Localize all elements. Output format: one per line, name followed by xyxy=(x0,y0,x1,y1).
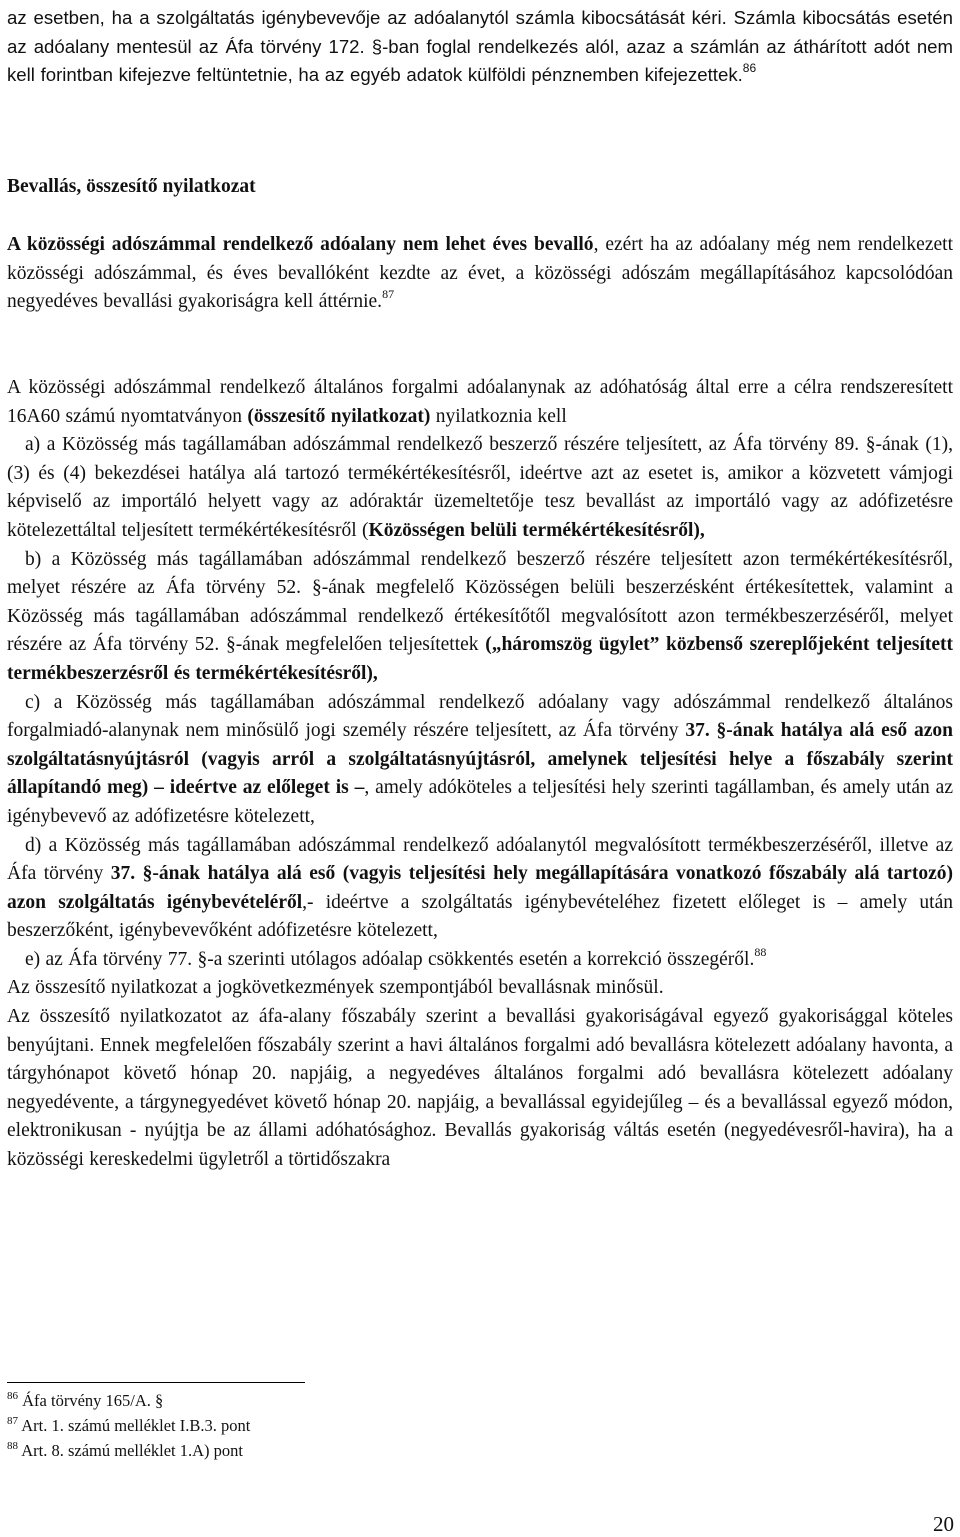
footnote-87: $^{87}$ Art. 1. számú melléklet I.B.3. pont xyxy=(7,1415,251,1435)
text-run: nyilatkoznia kell xyxy=(430,405,567,427)
bold-text: A közösségi adószámmal rendelkező adóalany nem lehet éves bevalló xyxy=(7,234,594,255)
bold-text: 37. §-ának hatálya alá eső azon szolgáltatásnyújtásról (vagyis arról a szolgáltatásnyújtásról, amelynek teljesítési helye a főszabály szerint állapítandó meg) – ideértve az előleget is – xyxy=(7,720,954,799)
text-run: a) a Közösség más tagállamában adószámmal rendelkező beszerző részére teljesített, az Áfa törvény 89. §-ának (1), (3) és (4) bekezdései hatálya alá tartozó termékértékesítésről, ideértve azt az esetet is, amikor a közvetett vámjogi képviselő az importáló helyett vagy az adóraktár üzemeltetője tesz bevallást az importáló vagy az adófizetésre kötelezettáltal teljesített termékértékesítésről ( xyxy=(7,434,953,541)
bold-text: Közösségen belüli termékértékesítésről), xyxy=(368,519,705,541)
text-run: c) a Közösség más tagállamában adószámmal rendelkező adóalany vagy adószámmal rendelkező általános forgalmiadó-alanynak nem minősülő jogi személy részére teljesített, az Áfa törvény xyxy=(7,691,953,742)
footnote-86: $^{86}$ Áfa törvény 165/A. § xyxy=(7,1390,164,1410)
paragraph-legal-effect: Az összesítő nyilatkozat a jogkövetkezmények szempontjából bevallásnak minősül. xyxy=(7,977,664,999)
paragraph-summary-intro xyxy=(7,374,953,431)
footnote-88: $^{88}$ Art. 8. számú melléklet 1.A) pont xyxy=(7,1440,244,1460)
list-item-a xyxy=(7,431,953,545)
footnote-divider xyxy=(7,1382,305,1383)
intro-paragraph xyxy=(7,4,953,90)
bold-text: 37. §-ának hatálya alá eső (vagyis teljesítési hely megállapítására vonatkozó főszabály alá tartozó) azon szolgáltatás igénybevételéről xyxy=(7,863,953,913)
footnote-ref: 88 xyxy=(754,944,767,959)
text-run: A közösségi adószámmal rendelkező általános forgalmi adóalanynak az adóhatóság által erre a célra rendszeresített 16A60 számú nyomtatványon xyxy=(7,377,953,427)
paragraph-eu-taxnumber xyxy=(7,231,953,317)
text-run: az esetben, ha a szolgáltatás igénybevevője az adóalanytól számla kibocsátását kéri. Számla kibocsátás esetén az adóalany mentesül az Áfa törvény 172. §-ban foglal rendelkezés alól, azaz a számlán az áthárított adót nem kell forintban kifejezve feltüntetnie, ha az egyéb adatok külföldi pénznemben kifejezettek. xyxy=(7,7,953,86)
list-item-d xyxy=(7,832,953,946)
page-number: 20 xyxy=(933,1512,954,1536)
footnote-ref: 87 xyxy=(382,287,395,302)
text-run: , ezért ha az adóalany még nem rendelkezett közösségi adószámmal, és éves bevallóként kezdte az évet, a közösségi adószám megállapításához kapcsolódóan negyedéves bevallási gyakoriságra kell áttérnie. xyxy=(7,234,953,313)
bold-text: („háromszög ügylet” közbenső szereplőjeként teljesített termékbeszerzésről és termékértékesítésről), xyxy=(7,634,953,684)
text-run: e) az Áfa törvény 77. §-a szerinti utólagos adóalap csökkentés esetén a korrekció összegéről. xyxy=(25,948,755,970)
list-item-c xyxy=(7,689,953,832)
text-run: , amely adóköteles a teljesítési hely szerinti tagállamban, és amely után az igénybevevő az adófizetésre kötelezett, xyxy=(7,777,953,827)
summary-declaration-section xyxy=(7,374,953,1175)
footnote-ref: 86 xyxy=(742,61,757,76)
text-run: b) a Közösség más tagállamában adószámmal rendelkező beszerző részére teljesített azon termékértékesítésről, melyet részére az Áfa törvény 52. §-ának megfelelő Közösségen belüli beszerzésként értékesítettek, valamint a Közösség más tagállamában adószámmal rendelkező értékesítőtől megvalósított azon termékbeszerzéséről, melyet részére az Áfa törvény 52. §-ának megfelelően teljesítettek xyxy=(7,548,953,656)
text-run: ,- ideértve a szolgáltatás igénybevételéhez fizetett előleget is – amely után beszerzőként, igénybevevőként adófizetésre kötelezett, xyxy=(7,891,953,942)
section-heading: Bevallás, összesítő nyilatkozat xyxy=(7,176,256,197)
bold-text: (összesítő nyilatkozat) xyxy=(247,405,431,427)
list-item-b xyxy=(7,546,953,689)
paragraph-submission-frequency: Az összesítő nyilatkozatot az áfa-alany főszabály szerint a bevallási gyakoriságával egyező gyakorisággal köteles benyújtani. Ennek megfelelően főszabály szerint a havi általános forgalmi adó bevallásra kötelezett adóalany havonta, a tárgyhónapot követő hónap 20. napjáig, a negyedéves általános forgalmi adó bevallásra kötelezett adóalany negyedévente, a tárgynegyedévet követő hónap 20. napjáig, a bevallással egyidejűleg – és a bevallással egyező módon, elektronikusan - nyújtja be az állami adóhatósághoz. Bevallás gyakoriság váltás esetén (negyedévesről-havira), ha a közösségi kereskedelmi ügyletről a törtidőszakra xyxy=(7,1006,953,1171)
list-item-e xyxy=(7,946,953,975)
text-run: d) a Közösség más tagállamában adószámmal rendelkező adóalanytól megvalósított termékbeszerzéséről, illetve az Áfa törvény xyxy=(7,834,953,885)
